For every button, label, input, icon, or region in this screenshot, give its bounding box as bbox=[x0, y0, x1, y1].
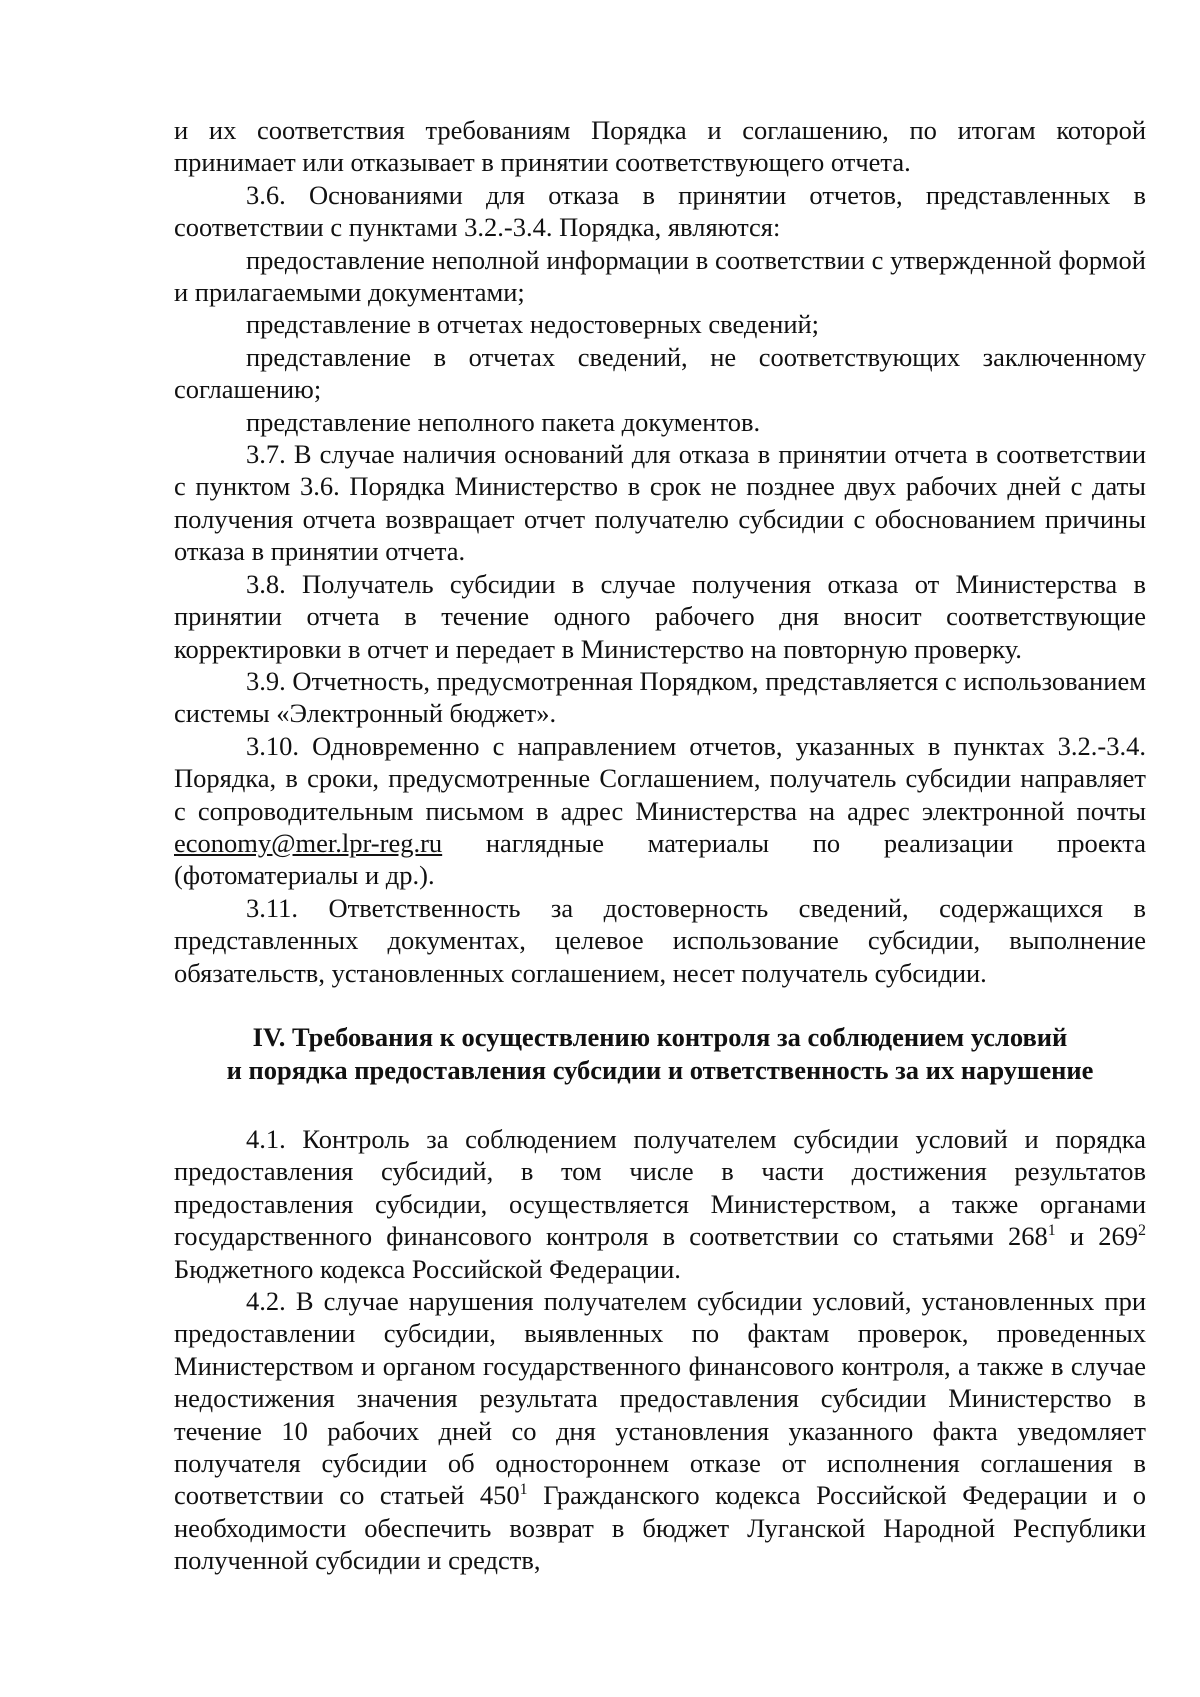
paragraph-4-1 bbox=[174, 1123, 1146, 1285]
document-body bbox=[174, 114, 1146, 1577]
paragraph-4-2 bbox=[174, 1285, 1146, 1577]
email-link[interactable]: economy@mer.lpr-reg.ru bbox=[174, 827, 443, 858]
paragraph-3-10 bbox=[174, 730, 1146, 892]
paragraph-3-7: 3.7. В случае наличия оснований для отказа в принятии отчета в соответствии с пунктом 3.6. Порядка Министерство в срок не позднее двух рабочих дней с даты получения отчета возвращает отчет получателю субсидии с обоснованием причины отказа в принятии отчета. bbox=[174, 439, 1146, 567]
paragraph-3-6-item-1: предоставление неполной информации в соответствии с утвержденной формой и прилагаемыми документами; bbox=[174, 244, 1146, 308]
paragraph-4-1-text-middle: и 269 bbox=[1055, 1221, 1138, 1252]
paragraph-4-2-text-end: Гражданского кодекса Российской Федерации и о необходимости обеспечить возврат в бюджет Луганской Народной Республики полученной субсидии и средств, bbox=[174, 1480, 1147, 1576]
paragraph-3-11: 3.11. Ответственность за достоверность сведений, содержащихся в представленных документах, целевое использование субсидии, выполнение обязательств, установленных соглашением, несет получатель субсидии. bbox=[174, 892, 1146, 988]
superscript-2: 2 bbox=[1138, 1222, 1146, 1240]
paragraph-3-6-item-4: представление неполного пакета документов. bbox=[246, 406, 761, 437]
paragraph-3-8: 3.8. Получатель субсидии в случае получения отказа от Министерства в принятии отчета в течение одного рабочего дня вносит соответствующие корректировки в отчет и передает в Министерство на повторную проверку. bbox=[174, 568, 1146, 664]
superscript-3: 1 bbox=[519, 1481, 528, 1499]
section-heading bbox=[174, 1021, 1146, 1087]
paragraph-3-6: 3.6. Основаниями для отказа в принятии отчетов, представленных в соответствии с пунктами 3.2.-3.4. Порядка, являются: bbox=[174, 179, 1146, 243]
superscript-1: 1 bbox=[1047, 1222, 1056, 1240]
paragraph-4-1-text-end: Бюджетного кодекса Российской Федерации. bbox=[174, 1253, 681, 1284]
section-heading-line-1: IV. Требования к осуществлению контроля за соблюдением условий bbox=[252, 1021, 1068, 1052]
paragraph-3-10-text-end: наглядные материалы по реализации проекта (фотоматериалы и др.). bbox=[174, 827, 1146, 891]
section-heading-line-2: и порядка предоставления субсидии и ответственность за их нарушение bbox=[226, 1054, 1094, 1085]
paragraph-4-2-text-start: 4.2. В случае нарушения получателем субсидии условий, установленных при предоставлении субсидии, выявленных по фактам проверок, проведенных Министерством и органом государственного финансового контроля, а также в случае недостижения значения результата предоставления субсидии Министерство в течение 10 рабочих дней со дня установления указанного факта уведомляет получателя субсидии об одностороннем отказе от исполнения соглашения в соответствии со статьей 450 bbox=[174, 1286, 1146, 1511]
paragraph-continuation: и их соответствия требованиям Порядка и соглашению, по итогам которой принимает или отказывает в принятии соответствующего отчета. bbox=[174, 115, 1146, 178]
paragraph-3-6-item-3: представление в отчетах сведений, не соответствующих заключенному соглашению; bbox=[174, 341, 1146, 405]
paragraph-4-1-text-start: 4.1. Контроль за соблюдением получателем субсидии условий и порядка предоставления субсидий, в том числе в части достижения результатов предоставления субсидии, осуществляется Министерством, а также органами государственного финансового контроля в соответствии со статьями 268 bbox=[174, 1123, 1146, 1252]
paragraph-3-10-text-start: 3.10. Одновременно с направлением отчетов, указанных в пунктах 3.2.-3.4. Порядка, в сроки, предусмотренные Соглашением, получатель субсидии направляет с сопроводительным письмом в адрес Министерства на адрес электронной почты bbox=[174, 730, 1146, 826]
paragraph-3-9: 3.9. Отчетность, предусмотренная Порядком, представляется с использованием системы «Электронный бюджет». bbox=[174, 665, 1146, 729]
paragraph-3-6-item-2: представление в отчетах недостоверных сведений; bbox=[246, 309, 820, 340]
